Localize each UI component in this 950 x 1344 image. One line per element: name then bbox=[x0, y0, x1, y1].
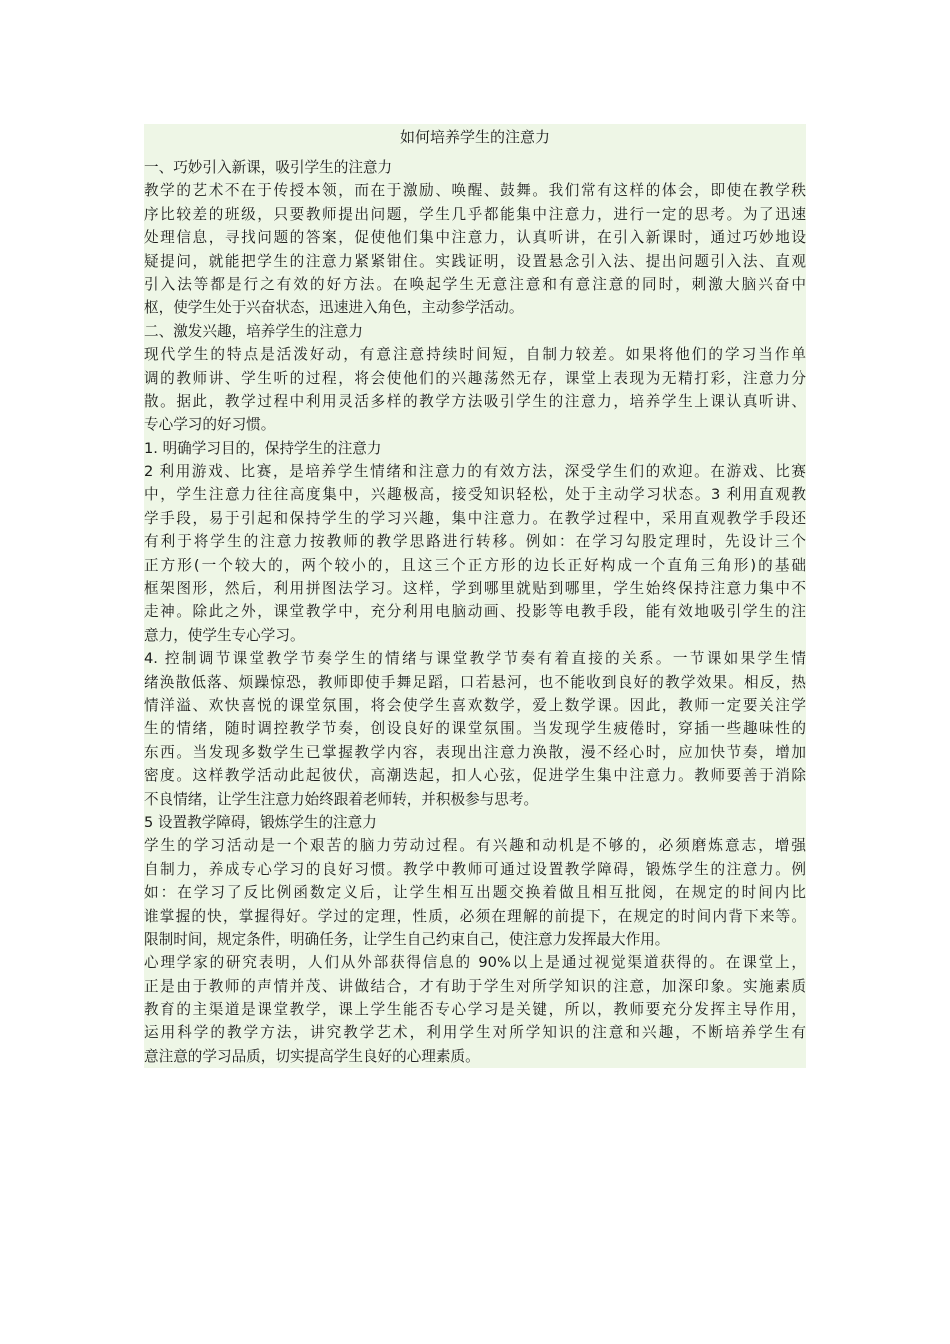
text-line: 枢，使学生处于兴奋状态，迅速进入角色，主动参学活动。 bbox=[144, 299, 524, 317]
text-line: 学生的学习活动是一个艰苦的脑力劳动过程。有兴趣和动机是不够的，必须磨炼意志，增强 bbox=[144, 837, 806, 855]
text-line: 框架图形，然后，利用拼图法学习。这样，学到哪里就贴到哪里，学生始终保持注意力集中不 bbox=[144, 580, 806, 598]
text-line: 绪涣散低落、烦躁惊恐，教师即使手舞足蹈，口若悬河，也不能收到良好的教学效果。相反，热 bbox=[144, 673, 806, 691]
text-line: 引入法等都是行之有效的好方法。在唤起学生无意注意和有意注意的同时，刺激大脑兴奋中 bbox=[144, 275, 806, 293]
text-line: 调的教师讲、学生听的过程，将会使他们的兴趣荡然无存，课堂上表现为无精打彩，注意力分 bbox=[144, 369, 806, 387]
document-text bbox=[144, 156, 806, 1068]
text-line: 专心学习的好习惯。 bbox=[144, 416, 276, 434]
text-line: 教育的主渠道是课堂教学，课上学生能否专心学习是关键，所以，教师要充分发挥主导作用， bbox=[144, 1001, 806, 1019]
text-line: 4. 控制调节课堂教学节奏学生的情绪与课堂教学节奏有着直接的关系。一节课如果学生情 bbox=[144, 650, 806, 668]
text-line: 意注意的学习品质，切实提高学生良好的心理素质。 bbox=[144, 1047, 480, 1065]
text-line: 密度。这样教学活动此起彼伏，高潮迭起，扣人心弦，促进学生集中注意力。教师要善于消除 bbox=[144, 767, 806, 785]
text-line: 东西。当发现多数学生已掌握教学内容，表现出注意力涣散，漫不经心时，应加快节奏，增加 bbox=[144, 743, 806, 761]
text-line: 5 设置教学障碍，锻炼学生的注意力 bbox=[144, 813, 377, 831]
text-line: 限制时间，规定条件，明确任务，让学生自己约束自己，使注意力发挥最大作用。 bbox=[144, 930, 670, 948]
document-title: 如何培养学生的注意力 bbox=[399, 128, 550, 146]
text-line: 学手段，易于引起和保持学生的学习兴趣，集中注意力。在教学过程中，采用直观教学手段还 bbox=[144, 509, 806, 527]
text-line: 序比较差的班级，只要教师提出问题，学生几乎都能集中注意力，进行一定的思考。为了迅速 bbox=[144, 205, 806, 223]
text-line: 散。据此，教学过程中利用灵活多样的教学方法吸引学生的注意力，培养学生上课认真听讲、 bbox=[144, 392, 806, 410]
text-line: 正方形(一个较大的，两个较小的，且这三个正方形的边长正好构成一个直角三角形)的基础 bbox=[144, 556, 806, 574]
text-line: 自制力，养成专心学习的良好习惯。教学中教师可通过设置教学障碍，锻炼学生的注意力。例 bbox=[144, 860, 806, 878]
text-line: 中，学生注意力往往高度集中，兴趣极高，接受知识轻松，处于主动学习状态。3 利用直观教 bbox=[144, 486, 806, 504]
text-line: 处理信息，寻找问题的答案，促使他们集中注意力，认真听讲，在引入新课时，通过巧妙地设 bbox=[144, 229, 806, 247]
text-line: 正是由于教师的声情并茂、讲做结合，才有助于学生对所学知识的注意，加深印象。实施素质 bbox=[144, 977, 806, 995]
text-line: 如：在学习了反比例函数定义后，让学生相互出题交换着做且相互批阅，在规定的时间内比 bbox=[144, 884, 806, 902]
text-line: 现代学生的特点是活泼好动，有意注意持续时间短，自制力较差。如果将他们的学习当作单 bbox=[144, 346, 806, 364]
text-line: 2 利用游戏、比赛，是培养学生情绪和注意力的有效方法，深受学生们的欢迎。在游戏、比赛 bbox=[144, 463, 806, 481]
text-line: 二、激发兴趣，培养学生的注意力 bbox=[144, 322, 363, 340]
text-line: 意力，使学生专心学习。 bbox=[144, 626, 305, 644]
text-line: 一、巧妙引入新课，吸引学生的注意力 bbox=[144, 159, 393, 176]
text-line: 走神。除此之外，课堂教学中，充分利用电脑动画、投影等电教手段，能有效地吸引学生的注 bbox=[144, 603, 806, 621]
text-line: 疑提问，就能把学生的注意力紧紧钳住。实践证明，设置悬念引入法、提出问题引入法、直观 bbox=[144, 252, 806, 270]
text-line: 1. 明确学习目的，保持学生的注意力 bbox=[144, 439, 382, 457]
text-line: 心理学家的研究表明，人们从外部获得信息的 90%以上是通过视觉渠道获得的。在课堂上， bbox=[144, 954, 806, 972]
text-line: 情洋溢、欢快喜悦的课堂氛围，将会使学生喜欢数学，爱上数学课。因此，教师一定要关注学 bbox=[144, 696, 806, 714]
text-line: 教学的艺术不在于传授本领，而在于激励、唤醒、鼓舞。我们常有这样的体会，即使在教学秩 bbox=[144, 182, 806, 200]
text-line: 生的情绪，随时调控教学节奏，创设良好的课堂氛围。当发现学生疲倦时，穿插一些趣味性的 bbox=[144, 720, 806, 738]
text-line: 有利于将学生的注意力按教师的教学思路进行转移。例如：在学习勾股定理时，先设计三个 bbox=[144, 533, 806, 551]
document-body bbox=[144, 124, 806, 1068]
text-line: 不良情绪，让学生注意力始终跟着老师转，并积极参与思考。 bbox=[144, 790, 539, 808]
text-line: 谁掌握的快，掌握得好。学过的定理，性质，必须在理解的前提下，在规定的时间内背下来等。 bbox=[144, 907, 806, 925]
text-line: 运用科学的教学方法，讲究教学艺术，利用学生对所学知识的注意和兴趣，不断培养学生有 bbox=[144, 1024, 806, 1042]
